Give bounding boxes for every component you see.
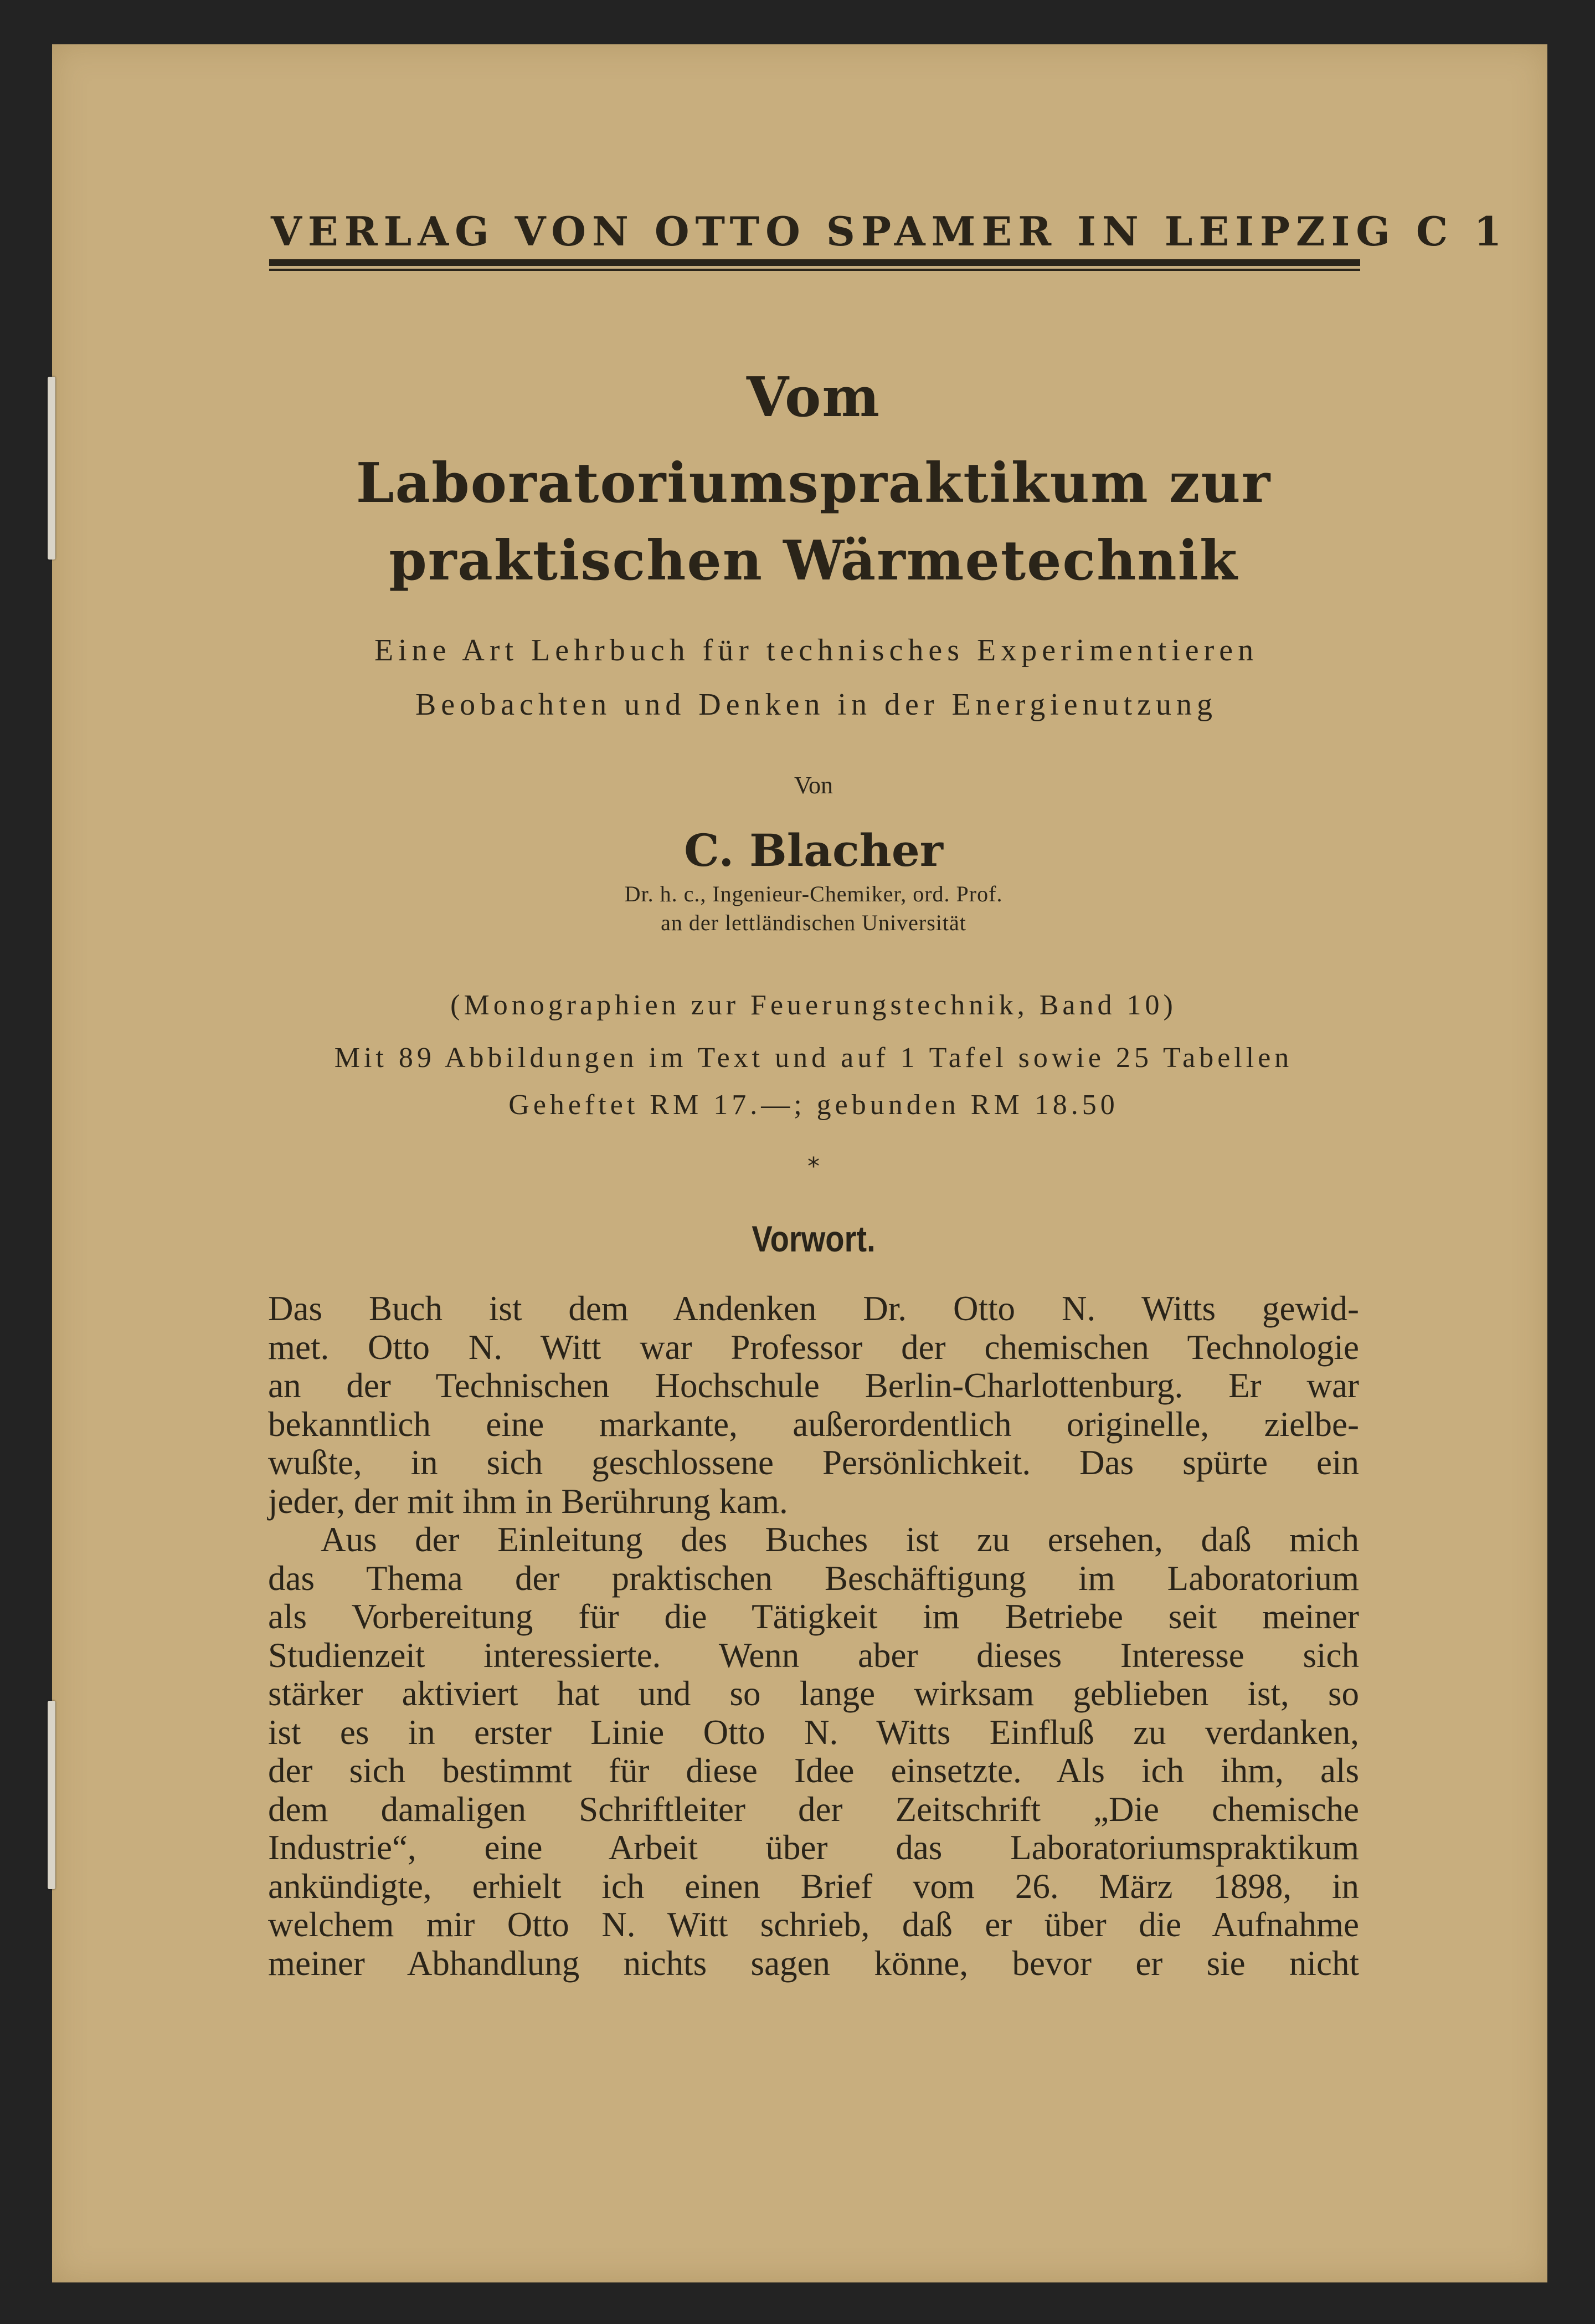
preface-line: welchem mir Otto N. Witt schrieb, daß er über die Aufnahme — [268, 1905, 1359, 1944]
author-name: C. Blacher — [684, 824, 943, 876]
price-info: Geheftet RM 17.—; gebunden RM 18.50 — [508, 1089, 1119, 1121]
title-line-2: Laboratoriumspraktikum zur — [356, 452, 1272, 515]
title-line-1: Vom — [746, 366, 881, 429]
illustration-info: Mit 89 Abbildungen im Text und auf 1 Tafel sowie 25 Tabellen — [334, 1042, 1293, 1074]
preface-line: jeder, der mit ihm in Berührung kam. — [268, 1481, 788, 1521]
preface-line: der sich bestimmt für diese Idee einsetzte. Als ich ihm, als — [268, 1751, 1359, 1790]
preface-line: stärker aktiviert hat und so lange wirksam geblieben ist, so — [268, 1674, 1359, 1713]
preface-line: ist es in erster Linie Otto N. Witts Einfluß zu verdanken, — [268, 1712, 1359, 1752]
staple-bottom — [48, 1701, 55, 1889]
preface-line: das Thema der praktischen Beschäftigung im Laboratorium — [268, 1558, 1359, 1598]
author-credentials-1: Dr. h. c., Ingenieur-Chemiker, ord. Prof. — [624, 881, 1003, 906]
document-page — [52, 44, 1547, 2282]
preface-line: als Vorbereitung für die Tätigkeit im Betriebe seit meiner — [268, 1597, 1359, 1636]
subtitle-line-2: Beobachten und Denken in der Energienutzung — [415, 688, 1218, 722]
preface-body — [268, 1290, 1359, 1983]
byline-von: Von — [794, 772, 833, 799]
preface-line: bekanntlich eine markante, außerordentlich originelle, zielbe- — [268, 1404, 1359, 1444]
title-line-3: praktischen Wärmetechnik — [389, 529, 1238, 593]
preface-heading: Vorwort. — [752, 1218, 876, 1259]
preface-line: Das Buch ist dem Andenken Dr. Otto N. Witts gewid- — [268, 1289, 1359, 1328]
staple-top — [48, 377, 55, 560]
preface-line: wußte, in sich geschlossene Persönlichkeit. Das spürte ein — [268, 1443, 1359, 1482]
preface-line: dem damaligen Schriftleiter der Zeitschrift „Die chemische — [268, 1789, 1359, 1829]
preface-line: an der Technischen Hochschule Berlin-Charlottenburg. Er war — [268, 1366, 1359, 1405]
publisher-header: VERLAG VON OTTO SPAMER IN LEIPZIG C 1 — [271, 208, 1508, 255]
author-credentials-2: an der lettländischen Universität — [661, 910, 966, 935]
subtitle-line-1: Eine Art Lehrbuch für technisches Experimentieren — [374, 633, 1259, 668]
preface-line: Studienzeit interessierte. Wenn aber dieses Interesse sich — [268, 1635, 1359, 1675]
preface-line: Industrie“, eine Arbeit über das Laboratoriumspraktikum — [268, 1828, 1359, 1867]
preface-line: met. Otto N. Witt war Professor der chemischen Technologie — [268, 1327, 1359, 1367]
preface-line: meiner Abhandlung nichts sagen könne, bevor er sie nicht — [268, 1943, 1359, 1983]
header-rule-thin — [269, 269, 1360, 271]
header-rule — [269, 259, 1360, 266]
preface-line: Aus der Einleitung des Buches ist zu ersehen, daß mich — [321, 1520, 1359, 1559]
section-separator: * — [807, 1152, 820, 1181]
series-info: (Monographien zur Feuerungstechnik, Band 10) — [450, 989, 1177, 1021]
preface-line: ankündigte, erhielt ich einen Brief vom 26. März 1898, in — [268, 1866, 1359, 1906]
